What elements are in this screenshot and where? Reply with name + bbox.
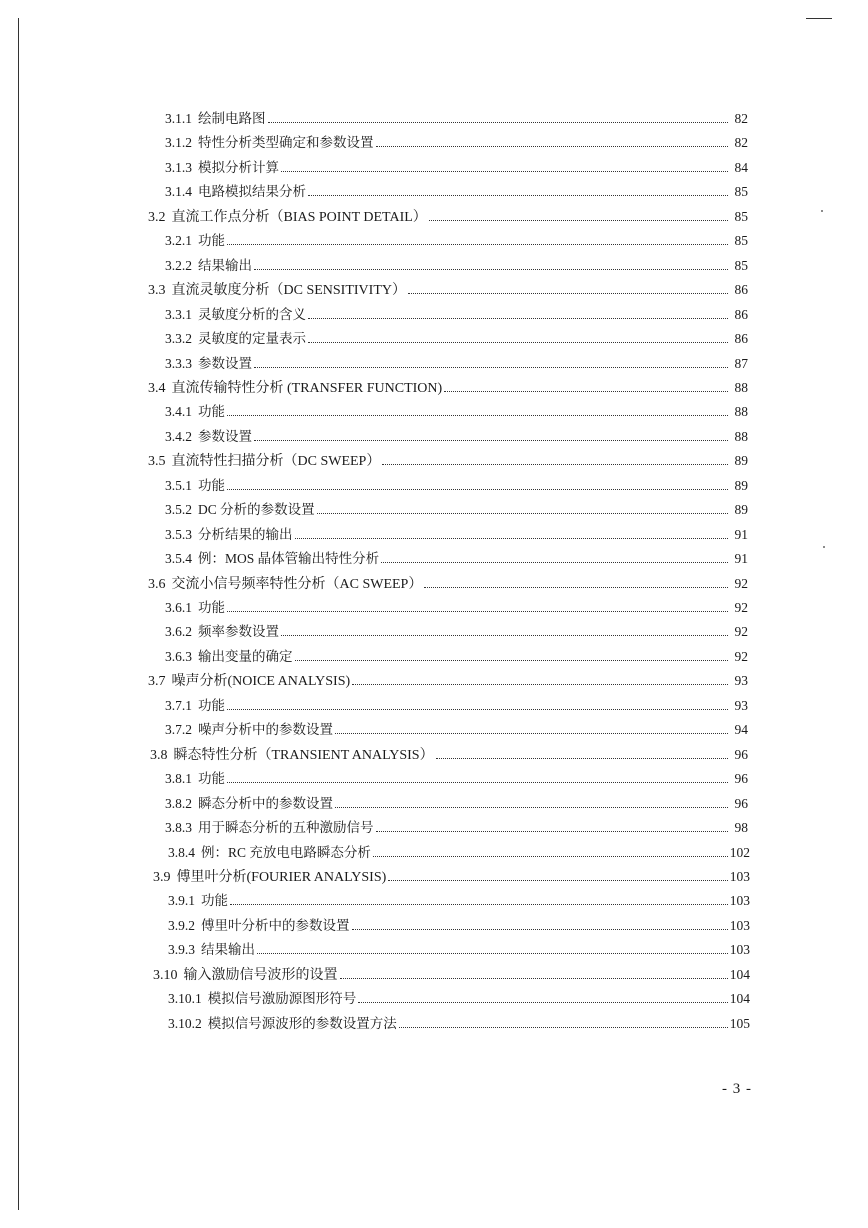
toc-subsection-entry: [168, 843, 750, 863]
toc-entry-number: 3.5.3: [165, 526, 192, 542]
toc-subsection-entry: [165, 109, 748, 129]
toc-entry-page: 89: [734, 502, 748, 518]
toc-entry-page: 102: [729, 844, 750, 860]
toc-entry-page: 103: [729, 917, 750, 933]
toc-entry-number: 3.7: [148, 674, 166, 690]
toc-entry-page: 84: [734, 159, 748, 175]
toc-dot-leader: [227, 243, 728, 245]
toc-entry-title: 参数设置: [198, 355, 252, 371]
toc-dot-leader: [227, 414, 728, 416]
toc-subsection-entry: [165, 231, 748, 251]
toc-dot-leader: [335, 806, 728, 808]
toc-dot-leader: [254, 268, 728, 270]
toc-dot-leader: [388, 879, 727, 881]
toc-entry-number: 3.10.2: [168, 1015, 202, 1031]
toc-entry-title: 直流工作点分析（BIAS POINT DETAIL）: [171, 209, 427, 225]
toc-entry-number: 3.1.2: [165, 135, 192, 151]
toc-entry-page: 93: [734, 673, 748, 689]
toc-entry-number: 3.5.1: [165, 477, 192, 493]
toc-subsection-entry: [165, 354, 748, 374]
toc-entry-title: 功能: [198, 404, 225, 420]
toc-dot-leader: [376, 830, 729, 832]
toc-entry-title: 结果输出: [198, 257, 252, 273]
toc-dot-leader: [352, 928, 728, 930]
toc-dot-leader: [254, 366, 728, 368]
toc-dot-leader: [268, 121, 729, 123]
toc-subsection-entry: [165, 549, 748, 569]
toc-entry-title: 绘制电路图: [198, 111, 266, 126]
toc-entry-number: 3.5: [148, 454, 166, 470]
toc-entry-title: 噪声分析(NOICE ANALYSIS): [171, 674, 351, 690]
toc-entry-number: 3.9.1: [168, 893, 195, 909]
toc-entry-number: 3.2.1: [165, 233, 192, 249]
toc-dot-leader: [424, 586, 728, 588]
toc-subsection-entry: [165, 256, 748, 276]
toc-entry-title: 灵敏度分析的含义: [198, 306, 306, 322]
toc-entry-number: 3.3.1: [165, 306, 192, 322]
toc-section-entry: [148, 671, 748, 691]
toc-entry-number: 3.4: [148, 380, 166, 396]
toc-subsection-entry: [165, 720, 748, 740]
toc-entry-page: 91: [734, 551, 748, 567]
toc-entry-number: 3.7.2: [165, 722, 192, 738]
toc-subsection-entry: [165, 476, 748, 496]
toc-entry-number: 3.8.4: [168, 844, 195, 860]
toc-subsection-entry: [165, 794, 748, 814]
toc-dot-leader: [444, 390, 728, 392]
toc-entry-number: 3.6.3: [165, 648, 192, 664]
toc-entry-page: 86: [734, 306, 748, 322]
toc-subsection-entry: [165, 622, 748, 642]
toc-dot-leader: [281, 170, 728, 172]
toc-entry-number: 3.9.2: [168, 917, 195, 933]
toc-dot-leader: [254, 439, 728, 441]
toc-subsection-entry: [165, 427, 748, 447]
toc-entry-page: 85: [734, 208, 748, 224]
toc-section-entry: [148, 451, 748, 471]
toc-entry-title: 分析结果的输出: [198, 526, 293, 542]
toc-entry-page: 92: [734, 624, 748, 640]
toc-section-entry: [148, 280, 748, 300]
toc-entry-number: 3.4.1: [165, 404, 192, 420]
toc-subsection-entry: [165, 402, 748, 422]
toc-subsection-entry: [165, 647, 748, 667]
toc-entry-page: 104: [729, 966, 750, 982]
toc-subsection-entry: [165, 329, 748, 349]
toc-subsection-entry: [165, 158, 748, 178]
toc-entry-page: 89: [734, 453, 748, 469]
toc-dot-leader: [381, 561, 728, 563]
toc-entry-page: 88: [734, 404, 748, 420]
toc-entry-title: 功能: [198, 697, 225, 713]
toc-entry-page: 92: [734, 575, 748, 591]
toc-entry-title: 交流小信号频率特性分析（AC SWEEP）: [171, 576, 423, 592]
toc-entry-page: 86: [734, 331, 748, 347]
toc-entry-title: 模拟信号源波形的参数设置方法: [207, 1015, 397, 1031]
toc-entry-page: 103: [729, 893, 750, 909]
toc-entry-number: 3.2.2: [165, 257, 192, 273]
scan-speck: [821, 210, 823, 212]
toc-entry-title: 功能: [198, 477, 225, 493]
toc-subsection-entry: [168, 1014, 750, 1034]
toc-entry-title: 例：MOS 晶体管输出特性分析: [198, 551, 380, 567]
toc-dot-leader: [227, 781, 728, 783]
toc-entry-page: 88: [734, 379, 748, 395]
toc-entry-number: 3.8: [150, 747, 168, 763]
toc-dot-leader: [230, 903, 728, 905]
toc-entry-page: 96: [734, 771, 748, 787]
toc-entry-page: 96: [734, 795, 748, 811]
toc-entry-number: 3.3: [148, 283, 166, 299]
toc-entry-number: 3.10: [153, 967, 178, 983]
toc-entry-page: 105: [729, 1015, 750, 1031]
toc-subsection-entry: [165, 696, 748, 716]
toc-entry-title: 瞬态分析中的参数设置: [198, 795, 333, 811]
toc-entry-page: 88: [734, 428, 748, 444]
toc-entry-number: 3.5.2: [165, 502, 192, 518]
toc-entry-number: 3.9: [153, 869, 171, 885]
toc-dot-leader: [335, 732, 728, 734]
toc-section-entry: [148, 207, 748, 227]
toc-dot-leader: [257, 952, 728, 954]
toc-entry-title: 傅里叶分析(FOURIER ANALYSIS): [176, 869, 387, 885]
toc-entry-page: 82: [734, 135, 748, 151]
toc-entry-title: 瞬态特性分析（TRANSIENT ANALYSIS）: [173, 747, 434, 763]
toc-entry-title: 功能: [201, 893, 228, 909]
toc-entry-number: 3.3.2: [165, 331, 192, 347]
toc-entry-title: 用于瞬态分析的五种激励信号: [198, 820, 374, 836]
toc-dot-leader: [358, 1001, 728, 1003]
page-edge-line: [18, 18, 19, 1210]
toc-entry-title: 结果输出: [201, 942, 255, 958]
toc-entry-title: 直流灵敏度分析（DC SENSITIVITY）: [171, 283, 406, 299]
toc-subsection-entry: [165, 769, 748, 789]
toc-entry-number: 3.7.1: [165, 697, 192, 713]
toc-entry-title: 例：RC 充放电电路瞬态分析: [201, 844, 371, 860]
toc-subsection-entry: [165, 818, 748, 838]
toc-entry-number: 3.8.3: [165, 820, 192, 836]
toc-dot-leader: [308, 317, 728, 319]
scan-speck: [823, 546, 825, 548]
toc-entry-title: 参数设置: [198, 428, 252, 444]
toc-entry-title: 傅里叶分析中的参数设置: [201, 917, 350, 933]
toc-dot-leader: [399, 1026, 728, 1028]
toc-dot-leader: [382, 463, 728, 465]
toc-entry-number: 3.4.2: [165, 428, 192, 444]
toc-entry-title: 模拟信号激励源图形符号: [207, 991, 357, 1007]
toc-entry-page: 98: [734, 820, 748, 836]
toc-entry-page: 92: [734, 600, 748, 615]
toc-entry-title: 功能: [198, 233, 225, 249]
toc-entry-number: 3.3.3: [165, 355, 192, 371]
toc-section-entry: [148, 574, 748, 594]
toc-subsection-entry: [165, 182, 748, 202]
toc-entry-title: DC 分析的参数设置: [198, 502, 315, 518]
toc-section-entry: [150, 745, 748, 765]
toc-entry-number: 3.6.2: [165, 624, 192, 640]
toc-subsection-entry: [168, 916, 750, 936]
toc-entry-number: 3.2: [148, 209, 166, 225]
toc-entry-number: 3.6: [148, 576, 166, 592]
toc-entry-number: 3.1.4: [165, 184, 192, 200]
toc-dot-leader: [295, 659, 729, 661]
toc-entry-page: 85: [734, 257, 748, 273]
toc-entry-number: 3.5.4: [165, 551, 192, 567]
toc-entry-page: 86: [734, 282, 748, 298]
toc-entry-page: 85: [734, 233, 748, 249]
toc-entry-title: 输出变量的确定: [198, 648, 293, 664]
toc-entry-title: 特性分析类型确定和参数设置: [198, 135, 374, 151]
toc-entry-number: 3.1.3: [165, 159, 192, 175]
toc-entry-page: 89: [734, 477, 748, 493]
toc-entry-number: 3.1.1: [165, 111, 192, 126]
toc-entry-page: 82: [734, 111, 748, 126]
toc-subsection-entry: [165, 525, 748, 545]
toc-entry-page: 94: [734, 722, 748, 738]
toc-subsection-entry: [165, 500, 748, 520]
toc-entry-title: 功能: [198, 600, 225, 615]
toc-entry-title: 直流传输特性分析 (TRANSFER FUNCTION): [171, 380, 443, 396]
toc-subsection-entry: [165, 598, 748, 618]
page-number: - 3 -: [722, 1081, 752, 1097]
corner-mark: [806, 18, 832, 19]
toc-entry-page: 103: [729, 868, 750, 884]
toc-entry-page: 92: [734, 648, 748, 664]
toc-dot-leader: [308, 194, 728, 196]
toc-entry-title: 功能: [198, 771, 225, 787]
toc-entry-title: 噪声分析中的参数设置: [198, 722, 333, 738]
toc-entry-number: 3.9.3: [168, 942, 195, 958]
toc-dot-leader: [227, 488, 728, 490]
toc-entry-page: 93: [734, 697, 748, 713]
toc-entry-number: 3.8.1: [165, 771, 192, 787]
toc-entry-page: 104: [729, 991, 750, 1007]
toc-dot-leader: [317, 512, 728, 514]
toc-entry-number: 3.10.1: [168, 991, 202, 1007]
toc-dot-leader: [436, 757, 728, 759]
toc-entry-title: 灵敏度的定量表示: [198, 331, 306, 347]
toc-section-entry: [153, 867, 750, 887]
toc-entry-title: 电路模拟结果分析: [198, 184, 306, 200]
toc-entry-title: 频率参数设置: [198, 624, 279, 640]
toc-dot-leader: [281, 634, 728, 636]
toc-entry-page: 103: [729, 942, 750, 958]
toc-dot-leader: [408, 292, 728, 294]
toc-entry-page: 87: [734, 355, 748, 371]
toc-dot-leader: [340, 977, 728, 979]
toc-entry-number: 3.8.2: [165, 795, 192, 811]
toc-subsection-entry: [168, 989, 750, 1009]
toc-dot-leader: [352, 683, 728, 685]
toc-dot-leader: [227, 610, 728, 612]
toc-subsection-entry: [168, 940, 750, 960]
toc-dot-leader: [429, 219, 728, 221]
toc-subsection-entry: [168, 891, 750, 911]
toc-dot-leader: [373, 855, 728, 857]
toc-entry-page: 96: [734, 746, 748, 762]
toc-section-entry: [148, 378, 748, 398]
toc-entry-page: 91: [734, 526, 748, 542]
toc-subsection-entry: [165, 133, 748, 153]
toc-subsection-entry: [165, 305, 748, 325]
toc-dot-leader: [308, 341, 728, 343]
toc-entry-page: 85: [734, 184, 748, 200]
toc-dot-leader: [295, 537, 729, 539]
toc-entry-title: 输入激励信号波形的设置: [183, 967, 338, 983]
toc-entry-number: 3.6.1: [165, 600, 192, 615]
toc-dot-leader: [227, 708, 728, 710]
toc-entry-title: 模拟分析计算: [198, 159, 279, 175]
toc-section-entry: [153, 965, 750, 985]
toc-entry-title: 直流特性扫描分析（DC SWEEP）: [171, 454, 381, 470]
toc-dot-leader: [376, 145, 729, 147]
